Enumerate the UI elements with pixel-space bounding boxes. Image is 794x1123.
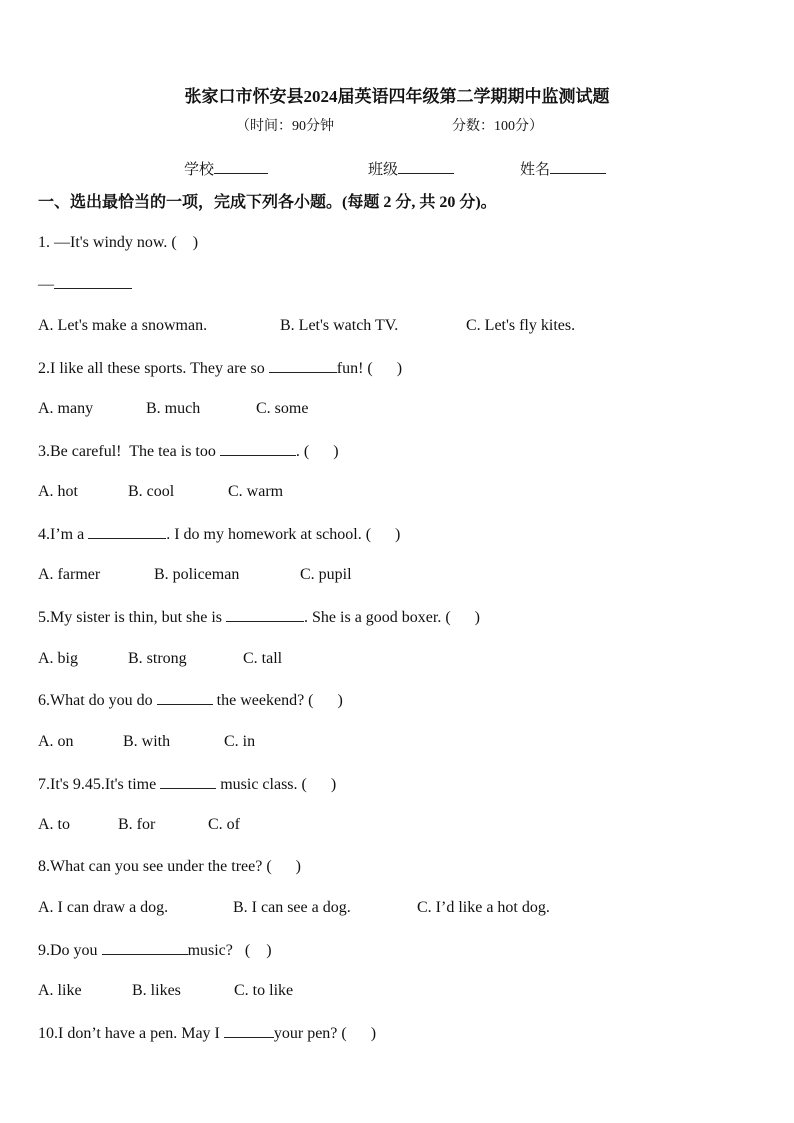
q7-option-b[interactable]: B. for	[118, 816, 156, 833]
answer-blank[interactable]	[88, 524, 166, 539]
question-7: 7.It's 9.45.It's time music class. ( )	[38, 776, 337, 793]
question-4: 4.I’m a . I do my homework at school. ( )	[38, 526, 401, 543]
question-1-answer-line: —	[38, 274, 132, 295]
q9-option-c[interactable]: C. to like	[234, 982, 294, 999]
class-blank[interactable]	[398, 159, 454, 174]
class-label: 班级	[368, 162, 399, 178]
q4-option-a[interactable]: A. farmer	[38, 566, 101, 583]
page-title: 张家口市怀安县2024届英语四年级第二学期期中监测试题	[184, 87, 610, 106]
question-3: 3.Be careful! The tea is too . ( )	[38, 443, 339, 460]
q2-option-a[interactable]: A. many	[38, 400, 94, 417]
answer-blank[interactable]	[102, 940, 188, 955]
question-9: 9.Do you music? ( )	[38, 942, 272, 959]
school-field	[184, 158, 268, 179]
class-field	[368, 158, 454, 179]
q5-option-b[interactable]: B. strong	[128, 650, 187, 667]
exam-time: （时间：90分钟	[236, 119, 334, 134]
q9-option-b[interactable]: B. likes	[132, 982, 181, 999]
exam-score: 分数：100分）	[452, 119, 543, 134]
q2-option-c[interactable]: C. some	[256, 400, 309, 417]
question-10: 10.I don’t have a pen. May I your pen? ( )	[38, 1025, 377, 1042]
answer-blank[interactable]	[269, 358, 337, 373]
q6-option-a[interactable]: A. on	[38, 733, 74, 750]
answer-blank[interactable]	[157, 690, 213, 705]
q9-option-a[interactable]: A. like	[38, 982, 82, 999]
q7-option-c[interactable]: C. of	[208, 816, 240, 833]
q3-option-a[interactable]: A. hot	[38, 483, 78, 500]
school-blank[interactable]	[214, 159, 268, 174]
q8-option-a[interactable]: A. I can draw a dog.	[38, 899, 169, 916]
name-field	[520, 158, 606, 179]
q8-option-b[interactable]: B. I can see a dog.	[233, 899, 351, 916]
answer-blank[interactable]	[54, 274, 132, 289]
q1-option-c[interactable]: C. Let's fly kites.	[466, 317, 576, 334]
question-5: 5.My sister is thin, but she is . She is a good boxer. ( )	[38, 609, 480, 626]
section-heading: 一、选出最恰当的一项，完成下列各小题。(每题 2 分, 共 20 分)。	[38, 194, 497, 211]
q4-option-b[interactable]: B. policeman	[154, 566, 240, 583]
q2-option-b[interactable]: B. much	[146, 400, 201, 417]
q1-option-a[interactable]: A. Let's make a snowman.	[38, 317, 208, 334]
answer-blank[interactable]	[160, 774, 216, 789]
answer-blank[interactable]	[226, 607, 304, 622]
q3-option-c[interactable]: C. warm	[228, 483, 284, 500]
answer-blank[interactable]	[224, 1023, 274, 1038]
question-2: 2.I like all these sports. They are so fun! ( )	[38, 360, 403, 377]
q1-option-b[interactable]: B. Let's watch TV.	[280, 317, 399, 334]
q6-option-b[interactable]: B. with	[123, 733, 171, 750]
answer-blank[interactable]	[220, 441, 296, 456]
q4-option-c[interactable]: C. pupil	[300, 566, 352, 583]
q3-option-b[interactable]: B. cool	[128, 483, 175, 500]
q5-option-a[interactable]: A. big	[38, 650, 78, 667]
q7-option-a[interactable]: A. to	[38, 816, 70, 833]
q5-option-c[interactable]: C. tall	[243, 650, 283, 667]
question-8: 8.What can you see under the tree? ( )	[38, 858, 301, 875]
question-1: 1. —It's windy now. ( )	[38, 234, 199, 251]
q6-option-c[interactable]: C. in	[224, 733, 256, 750]
school-label: 学校	[184, 162, 215, 178]
q8-option-c[interactable]: C. I’d like a hot dog.	[417, 899, 550, 916]
name-blank[interactable]	[550, 159, 606, 174]
name-label: 姓名	[520, 162, 551, 178]
question-6: 6.What do you do the weekend? ( )	[38, 692, 343, 709]
